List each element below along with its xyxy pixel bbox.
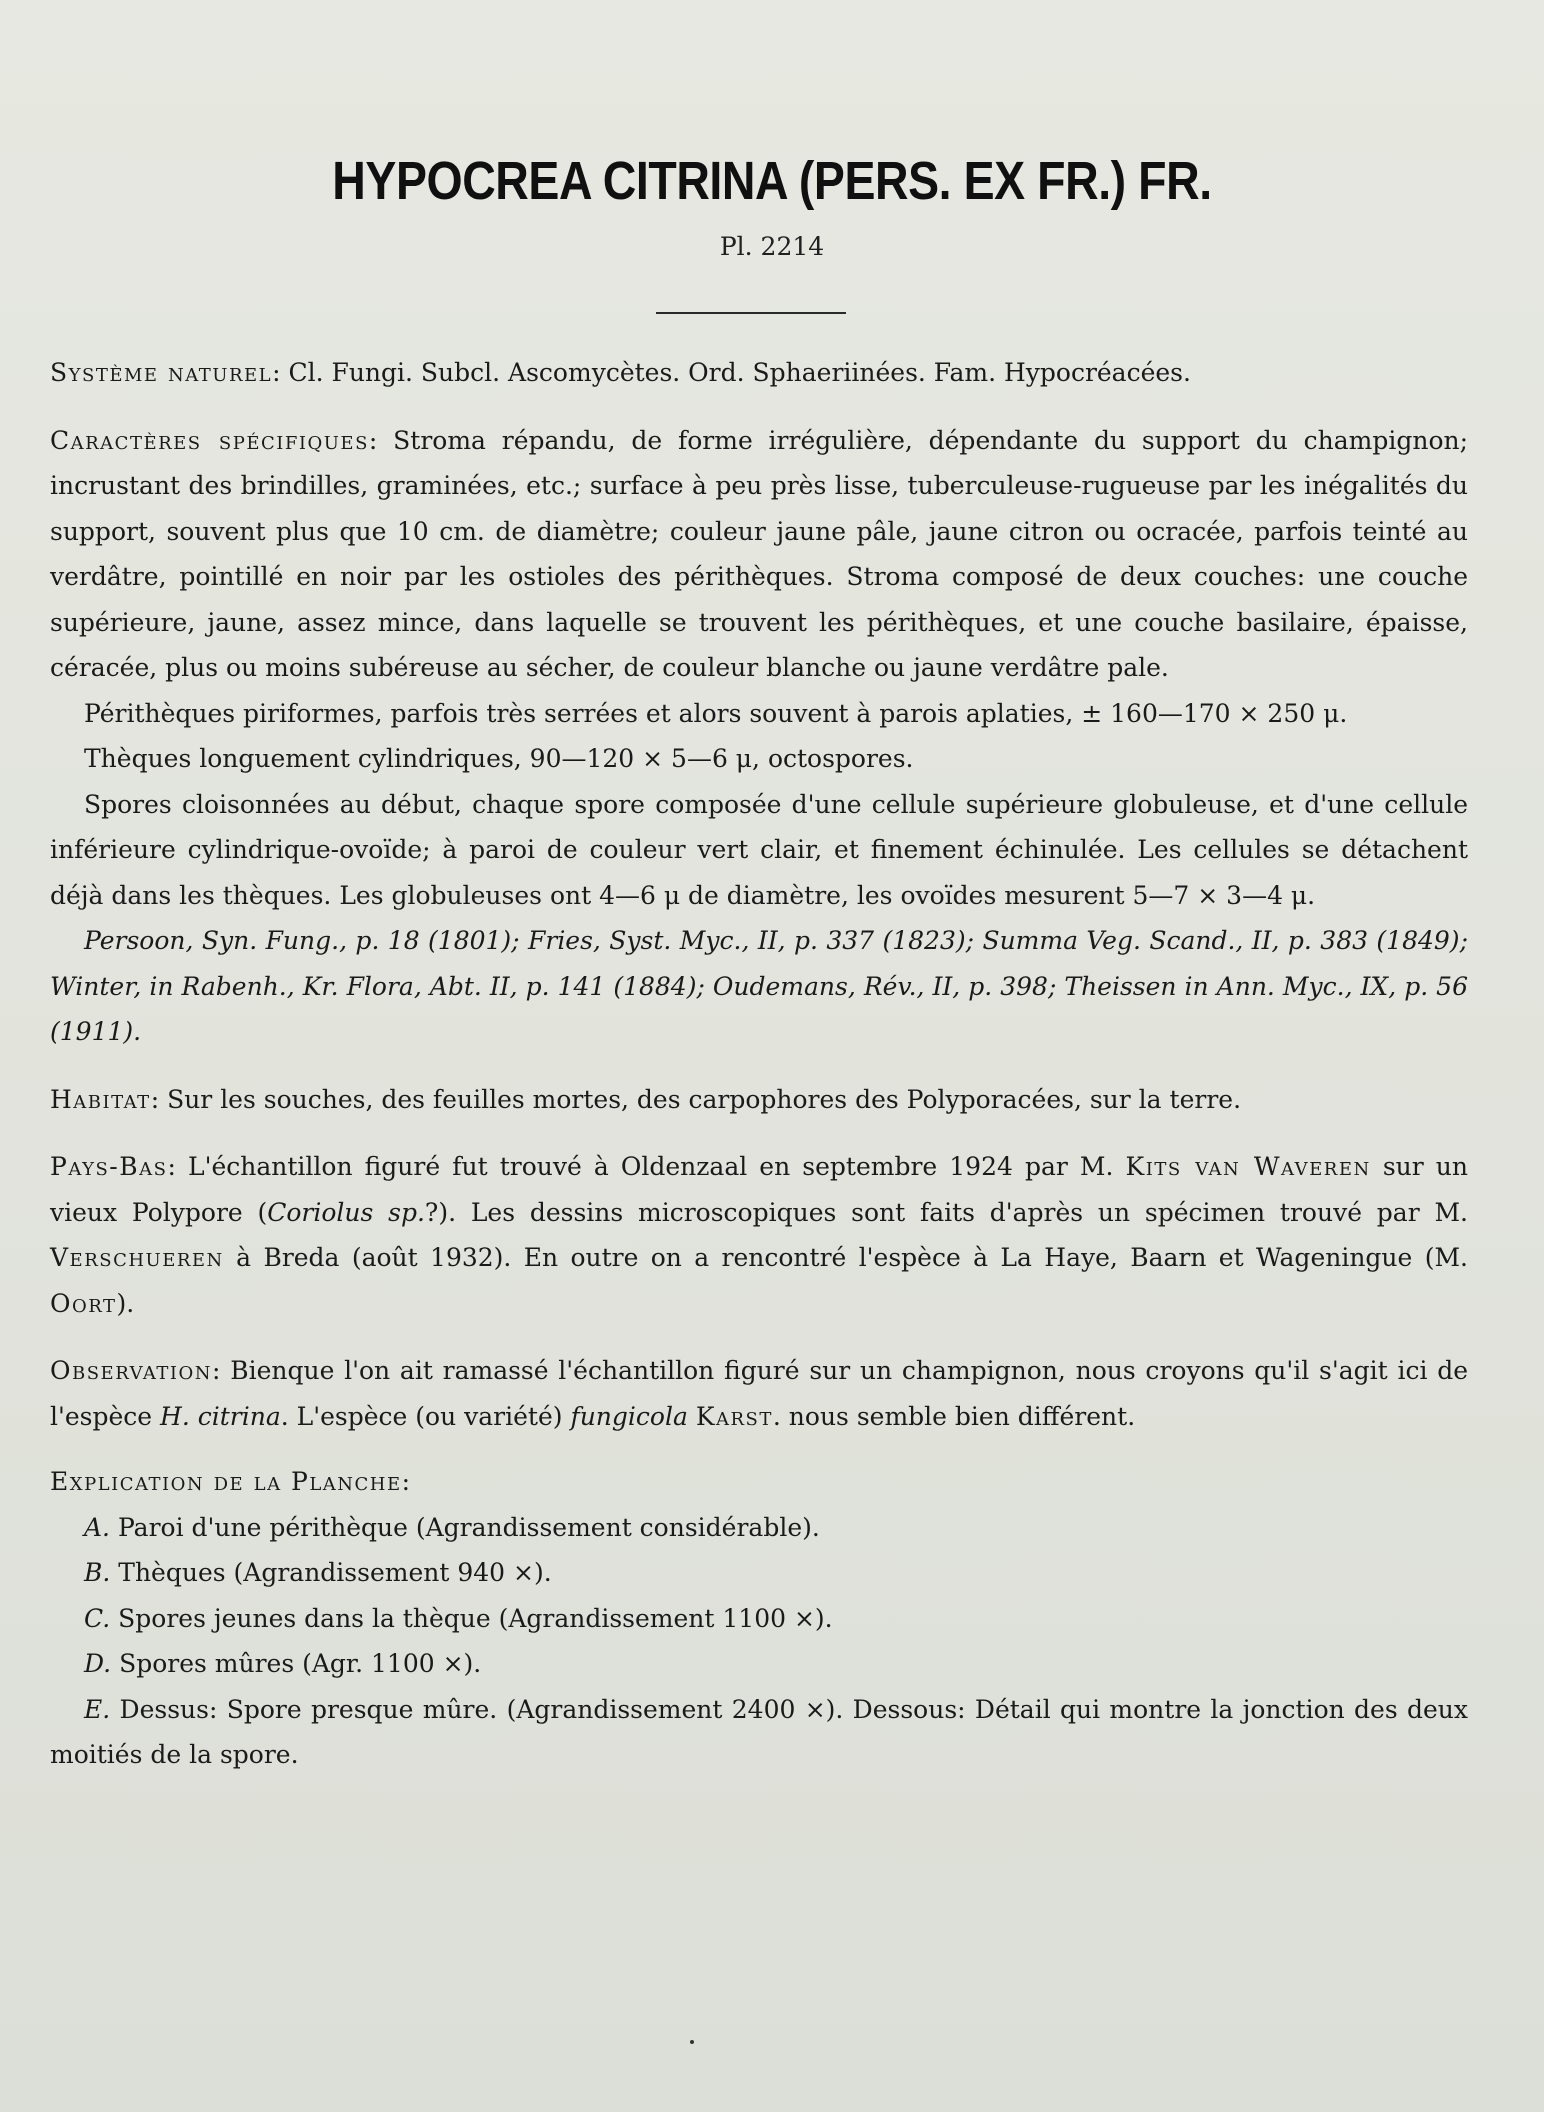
spores-paragraph: Spores cloisonnées au début, chaque spore composée d'une cellule supérieure globuleuse, et d'une cellule inférieure cylindrique-ovoïde; à paroi de couleur vert clair, et finement échinulée. Les cellules se détachent déjà dans les thèques. Les globuleuses ont 4—6 μ de diamètre, les ovoïdes mesurent 5—7 × 3—4 μ. [50,789,1468,910]
explication-item [50,1550,1468,1596]
observation-text-1: Bienque l'on ait ramassé l'échantillon figuré sur un champignon, nous croyons qu'il s'agit ici de l'espèce [50,1356,1468,1431]
body-text [50,350,1468,1778]
explication-item-letter: D. [84,1649,112,1678]
systeme-text: Cl. Fungi. Subcl. Ascomycètes. Ord. Sphaeriinées. Fam. Hypocréacées. [288,358,1191,387]
explication-heading: Explication de la Planche: [50,1467,411,1496]
explication-label: Explication de la Planche [50,1467,402,1496]
habitat-paragraph: Habitat: Sur les souches, des feuilles mortes, des carpophores des Polyporacées, sur la terre. [50,1084,1242,1114]
caracteres-label: Caractères spécifiques [50,425,369,455]
collector-name-kits: Kits van Waveren [1125,1152,1371,1181]
paysbas-text-3: ?). Les dessins microscopiques sont faits d'après un spécimen trouvé par M. [424,1197,1468,1227]
theques-paragraph: Thèques longuement cylindriques, 90—120 × 5—6 μ, octospores. [84,744,914,773]
paysbas-text-1: L'échantillon figuré fut trouvé à Oldenzaal en septembre 1924 par M. [187,1152,1126,1181]
observation-label: Observation [50,1356,213,1385]
paysbas-paragraph: Pays-Bas: L'échantillon figuré fut trouvé à Oldenzaal en septembre 1924 par M. Kits van Waveren sur un vieux Polypore (Coriolus sp.?). Les dessins microscopiques sont faits d'après un spécimen trouvé par M. Verschueren à Breda (août 1932). En outre on a rencontré l'espèce à La Haye, Baarn et Wageningue (M. Oort). [50,1152,1468,1318]
habitat-label: Habitat [50,1084,151,1114]
observation-text-2: . L'espèce (ou variété) [280,1401,571,1431]
explication-item-text: Dessus: Spore presque mûre. (Agrandissement 2400 ×). Dessous: Détail qui montre la jonction des deux moitiés de la spore. [50,1694,1468,1769]
explication-item-text: Spores jeunes dans la thèque (Agrandissement 1100 ×). [118,1603,833,1633]
explication-item-letter: B. [84,1558,111,1587]
print-mark [690,2040,694,2044]
systeme-paragraph: Système naturel: Cl. Fungi. Subcl. Ascomycètes. Ord. Sphaeriinées. Fam. Hypocréacées. [50,358,1191,387]
observation-text-3 [688,1402,696,1431]
variety-fungicola: fungicola [570,1401,688,1431]
habitat-text: Sur les souches, des feuilles mortes, des carpophores des Polyporacées, sur la terre. [167,1084,1242,1114]
paysbas-text-5: ). [116,1288,135,1318]
explication-item [50,1641,1468,1687]
title-divider [656,312,846,314]
explication-item-text: Thèques (Agrandissement 940 ×). [118,1558,552,1587]
explication-item-letter: E. [84,1694,111,1724]
explication-item [50,1596,1468,1642]
species-h-citrina: H. citrina [160,1401,281,1431]
paysbas-text-4: à Breda (août 1932). En outre on a rencontré l'espèce à La Haye, Baarn et Wageningue (M. [223,1243,1468,1272]
paysbas-text-2: sur un vieux Polypore ( [50,1152,1468,1227]
explication-item-text: Paroi d'une périthèque (Agrandissement considérable). [117,1512,820,1542]
paysbas-label: Pays-Bas [50,1152,168,1181]
author-karst: Karst [695,1401,773,1431]
observation-paragraph: Observation: Bienque l'on ait ramassé l'échantillon figuré sur un champignon, nous croyons qu'il s'agit ici de l'espèce H. citrina. L'espèce (ou variété) fungicola Karst. nous semble bien différent. [50,1356,1468,1431]
perithecia-paragraph: Périthèques piriformes, parfois très serrées et alors souvent à parois aplaties, ± 160—170 × 250 μ. [84,698,1348,728]
explication-item [50,1505,1468,1551]
explication-item [50,1687,1468,1778]
caracteres-paragraph: Caractères spécifiques: Stroma répandu, de forme irrégulière, dépendante du support du champignon; incrustant des brindilles, graminées, etc.; surface à peu près lisse, tuberculeuse-rugueuse par les inégalités du support, souvent plus que 10 cm. de diamètre; couleur jaune pâle, jaune citron ou ocracée, parfois teinté au verdâtre, pointillé en noir par les ostioles des périthèques. Stroma composé de deux couches: une couche supérieure, jaune, assez mince, dans laquelle se trouvent les périthèques, et une couche basilaire, épaisse, céracée, plus ou moins subéreuse au sécher, de couleur blanche ou jaune verdâtre pale. [50,425,1469,682]
systeme-label: Système naturel [50,358,273,387]
species-coriolus: Coriolus sp. [267,1197,425,1227]
collector-name-oort: Oort [50,1288,117,1318]
plate-number: Pl. 2214 [719,232,825,261]
explication-item-text: Spores mûres (Agr. 1100 ×). [119,1649,482,1678]
caracteres-text: Stroma répandu, de forme irrégulière, dépendante du support du champignon; incrustant des brindilles, graminées, etc.; surface à peu près lisse, tuberculeuse-rugueuse par les inégalités du support, souvent plus que 10 cm. de diamètre; couleur jaune pâle, jaune citron ou ocracée, parfois teinté au verdâtre, pointillé en noir par les ostioles des périthèques. Stroma composé de deux couches: une couche supérieure, jaune, assez mince, dans laquelle se trouvent les périthèques, et une couche basilaire, épaisse, céracée, plus ou moins subéreuse au sécher, de couleur blanche ou jaune verdâtre pale. [50,425,1469,682]
page-title: HYPOCREA CITRINA (PERS. EX FR.) FR. [332,151,1212,211]
collector-name-verschueren: Verschueren [50,1243,224,1272]
observation-text-4: . nous semble bien différent. [772,1401,1136,1431]
explication-item-letter: C. [84,1603,111,1633]
references-paragraph: Persoon, Syn. Fung., p. 18 (1801); Fries, Syst. Myc., II, p. 337 (1823); Summa Veg. Scand., II, p. 383 (1849); Winter, in Rabenh., Kr. Flora, Abt. II, p. 141 (1884); Oudemans, Rév., II, p. 398; Theissen in Ann. Myc., IX, p. 56 (1911). [50,926,1468,1046]
explication-item-letter: A. [84,1512,111,1542]
